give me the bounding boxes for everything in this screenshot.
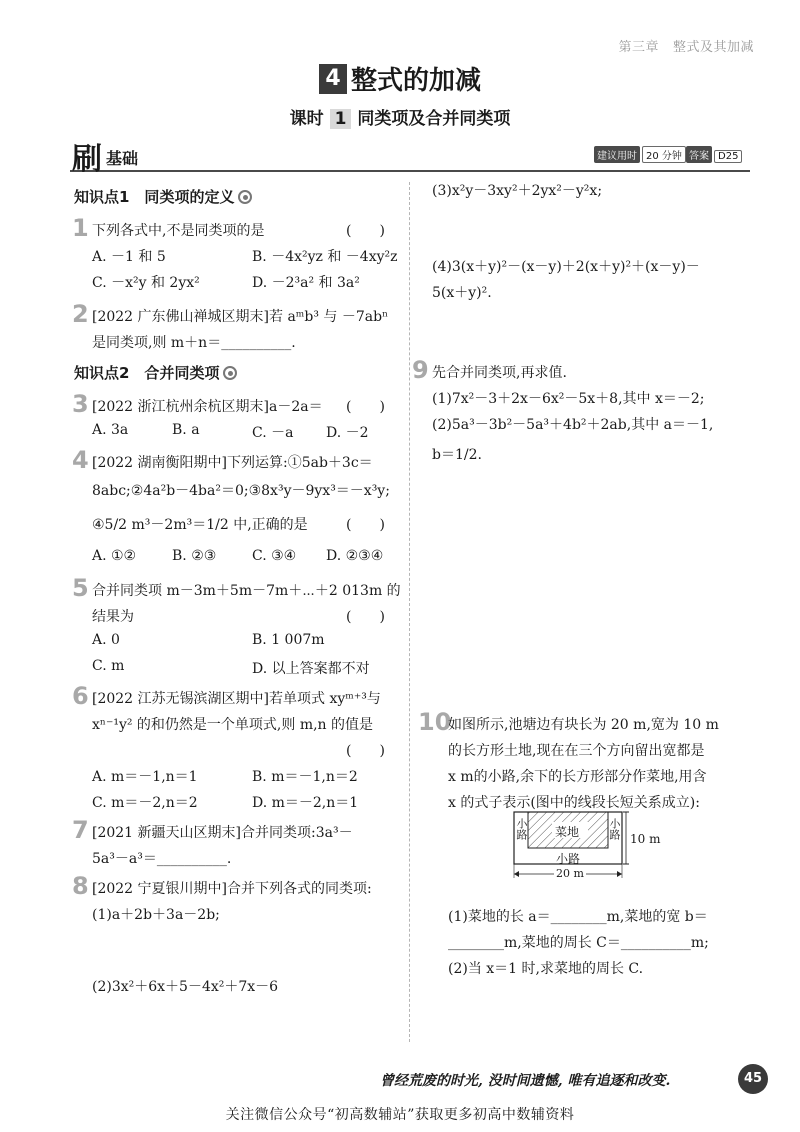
q6-line2: xⁿ⁻¹y² 的和仍然是一个单项式,则 m,n 的值是 xyxy=(92,717,374,733)
page-number: 45 xyxy=(738,1064,768,1094)
answer-paren: ( ) xyxy=(346,223,385,239)
answer-paren: ( ) xyxy=(346,743,385,759)
option-c: C. －x²y 和 2yx² xyxy=(92,275,200,291)
q8-line1: [2022 宁夏银川期中]合并下列各式的同类项: xyxy=(92,881,372,897)
right-road-label: 小路 xyxy=(608,818,621,840)
knowledge-point-1 xyxy=(74,186,252,207)
question-number: 9 xyxy=(412,356,429,384)
q4-line3: ④5/2 m³－2m³＝1/2 中,正确的是 xyxy=(92,517,308,533)
kp2-label: 知识点2 合并同类项 xyxy=(74,364,220,382)
field-label: 菜地 xyxy=(555,825,580,839)
page-title xyxy=(0,60,800,97)
answer-paren: ( ) xyxy=(346,399,385,415)
q8-part2: (2)3x²＋6x＋5－4x²＋7x－6 xyxy=(92,979,279,995)
q10-line2: 的长方形土地,现在在三个方向留出宽都是 xyxy=(448,743,705,759)
footer-quote: 曾经荒废的时光, 没时间遗憾, 唯有追逐和改变. xyxy=(380,1073,671,1089)
q8-part4-line2: 5(x＋y)². xyxy=(432,285,492,301)
q9-line2: (1)7x²－3＋2x－6x²－5x＋8,其中 x＝－2; xyxy=(432,391,705,407)
height-label: 10 m xyxy=(630,832,661,846)
question-number: 8 xyxy=(72,872,89,900)
pond-figure xyxy=(508,808,668,888)
option-b: B. m＝－1,n＝2 xyxy=(252,769,358,785)
answer-tag xyxy=(686,146,742,163)
q7-line2: 5a³－a³＝__________. xyxy=(92,851,232,867)
option-c: C. m xyxy=(92,658,125,674)
section-brush-label: 刷 xyxy=(72,142,102,177)
option-b: B. ②③ xyxy=(172,548,217,564)
question-number: 3 xyxy=(72,390,89,418)
chapter-title: 整式及其加减 xyxy=(672,40,754,55)
q9-line3: (2)5a³－3b²－5a³＋4b²＋2ab,其中 a＝－1, xyxy=(432,417,714,433)
q10-sub3: (2)当 x＝1 时,求菜地的周长 C. xyxy=(448,961,644,977)
question-number: 10 xyxy=(418,708,452,736)
option-a: A. m＝－1,n＝1 xyxy=(92,769,198,785)
q5-line2: 结果为 xyxy=(92,609,134,625)
bottom-road-label: 小路 xyxy=(556,852,581,866)
option-b: B. 1 007m xyxy=(252,632,325,648)
bottom-note: 关注微信公众号“初高数辅站”获取更多初高中数辅资料 xyxy=(225,1107,575,1123)
q8-part4-line1: (4)3(x＋y)²－(x－y)＋2(x＋y)²＋(x－y)－ xyxy=(432,259,700,275)
q2-line1: [2022 广东佛山禅城区期末]若 aᵐb³ 与 －7abⁿ xyxy=(92,309,389,325)
question-number: 1 xyxy=(72,214,89,242)
q10-sub2: ________m,菜地的周长 C＝__________m; xyxy=(448,935,709,951)
section-name: 基础 xyxy=(106,149,139,168)
q2-line2: 是同类项,则 m＋n＝__________. xyxy=(92,335,296,351)
lesson-prefix: 课时 xyxy=(289,109,324,129)
time-value: 20 分钟 xyxy=(642,146,686,163)
q7-line1: [2021 新疆天山区期末]合并同类项:3a³－ xyxy=(92,825,353,841)
lesson-title xyxy=(0,104,800,129)
left-road-label: 小路 xyxy=(515,818,528,840)
option-a: A. 0 xyxy=(92,632,120,648)
q3-stem: [2022 浙江杭州余杭区期末]a－2a＝ xyxy=(92,399,323,415)
kp1-label: 知识点1 同类项的定义 xyxy=(74,188,235,206)
answer-paren: ( ) xyxy=(346,517,385,533)
option-b: B. a xyxy=(172,422,200,438)
q6-line1: [2022 江苏无锡滨湖区期中]若单项式 xyᵐ⁺³与 xyxy=(92,691,381,707)
time-tag xyxy=(594,146,686,163)
q10-line4: x 的式子表示(图中的线段长短关系成立): xyxy=(448,795,700,811)
option-c: C. m＝－2,n＝2 xyxy=(92,795,198,811)
q8-part3: (3)x²y－3xy²＋2yx²－y²x; xyxy=(432,183,603,199)
option-a: A. 3a xyxy=(92,422,129,438)
target-icon xyxy=(238,190,252,204)
lesson-number: 1 xyxy=(330,109,352,129)
answer-paren: ( ) xyxy=(346,609,385,625)
target-icon xyxy=(223,366,237,380)
q4-line1: [2022 湖南衡阳期中]下列运算:①5ab＋3c＝ xyxy=(92,455,373,471)
column-divider xyxy=(409,182,410,1042)
q9-line1: 先合并同类项,再求值. xyxy=(432,365,567,381)
q5-line1: 合并同类项 m－3m＋5m－7m＋⋯＋2 013m 的 xyxy=(92,583,401,599)
option-d: D. 以上答案都不对 xyxy=(252,661,370,677)
question-number: 7 xyxy=(72,816,89,844)
lesson-name: 同类项及合并同类项 xyxy=(357,109,511,129)
option-a: A. －1 和 5 xyxy=(92,249,166,265)
option-d: D. m＝－2,n＝1 xyxy=(252,795,359,811)
answer-page: D25 xyxy=(714,150,742,163)
land-diagram xyxy=(508,808,668,884)
option-c: C. ③④ xyxy=(252,548,297,564)
q1-stem: 下列各式中,不是同类项的是 xyxy=(92,223,265,239)
option-a: A. ①② xyxy=(92,548,137,564)
q8-part1: (1)a＋2b＋3a－2b; xyxy=(92,907,220,923)
question-number: 6 xyxy=(72,682,89,710)
answer-label: 答案 xyxy=(686,146,712,163)
option-c: C. －a xyxy=(252,425,294,441)
title-number: 4 xyxy=(319,64,347,94)
chapter-label: 第三章 xyxy=(618,40,659,55)
option-b: B. －4x²yz 和 －4xy²z xyxy=(252,249,398,265)
question-number: 2 xyxy=(72,300,89,328)
title-text: 整式的加减 xyxy=(350,66,481,96)
chapter-header xyxy=(618,36,754,55)
q4-line2: 8abc;②4a²b－4ba²＝0;③8x³y－9yx³＝－x³y; xyxy=(92,483,390,499)
knowledge-point-2 xyxy=(74,362,237,383)
time-label: 建议用时 xyxy=(594,146,640,163)
q10-sub1: (1)菜地的长 a＝________m,菜地的宽 b＝ xyxy=(448,909,708,925)
question-number: 5 xyxy=(72,574,89,602)
width-label: 20 m xyxy=(556,867,584,880)
question-number: 4 xyxy=(72,446,89,474)
option-d: D. ②③④ xyxy=(326,548,384,564)
option-d: D. －2 xyxy=(326,425,369,441)
q9-line4: b＝1/2. xyxy=(432,447,482,463)
q10-line1: 如图所示,池塘边有块长为 20 m,宽为 10 m xyxy=(448,717,719,733)
q10-line3: x m的小路,余下的长方形部分作菜地,用含 xyxy=(448,769,707,785)
option-d: D. －2³a² 和 3a² xyxy=(252,275,360,291)
